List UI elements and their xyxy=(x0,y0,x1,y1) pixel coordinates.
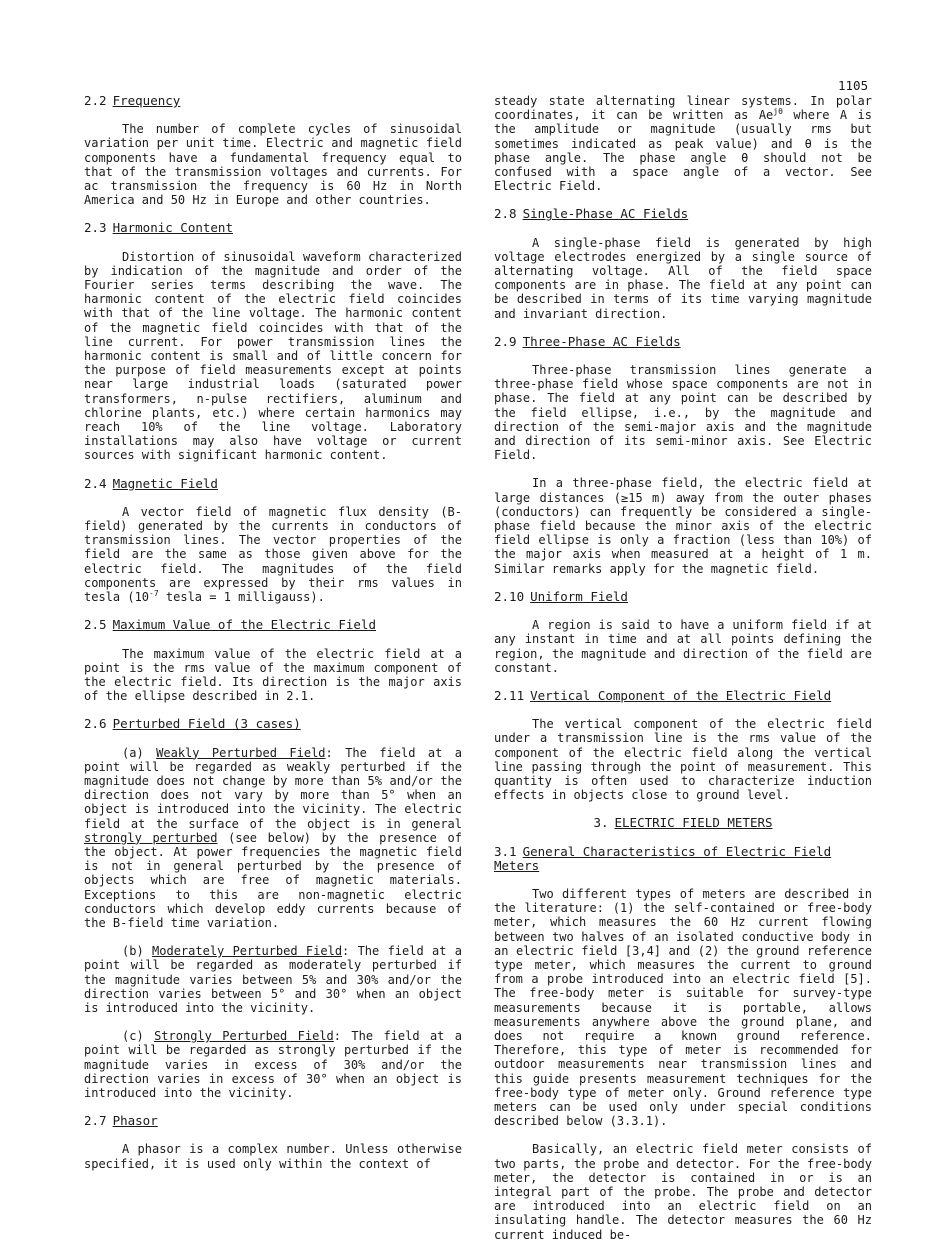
section-title: Magnetic Field xyxy=(112,475,218,491)
paragraph: Three-phase transmission lines generate a three-phase field whose space components are not in phase. The field at any point can be described by the field ellipse, i.e., by the magnitude and direction of the semi-major axis and the magnitude and direction of its semi-minor axis. See Electric Field. xyxy=(494,363,872,463)
paragraph: In a three-phase field, the electric field at large distances (≥15 m) away from the outer phases (conductors) can frequently be considered a single-phase field because the minor axis of the electric field ellipse is only a fraction (less than 10%) of the major axis when measured at a height of 1 m. Similar remarks apply for the magnetic field. xyxy=(494,476,872,576)
section-title: Harmonic Content xyxy=(112,220,233,236)
section-number: 2.2 xyxy=(84,93,107,108)
section-number: 2.10 xyxy=(494,588,525,604)
section-heading-2-3 xyxy=(84,221,462,235)
section-title: ELECTRIC FIELD METERS xyxy=(614,815,773,831)
section-title: General Characteristics of Electric Field Meters xyxy=(494,843,832,873)
defined-term: Moderately Perturbed Field xyxy=(152,944,343,959)
section-heading-2-7 xyxy=(84,1114,462,1128)
section-heading-2-10 xyxy=(494,590,872,604)
section-heading-2-8 xyxy=(494,207,872,221)
superscript: jθ xyxy=(773,107,783,117)
text-run: where A is the amplitude or magnitude (usually rms but sometimes indicated as peak value) and θ is the phase angle. The phase angle θ should not be confused with a space angle of a vector. See Electric Field. xyxy=(494,108,872,194)
defined-term: Weakly Perturbed Field xyxy=(156,745,326,760)
paragraph: The number of complete cycles of sinusoidal variation per unit time. Electric and magnetic field components have a fundamental frequency equal to that of the transmission voltages and currents. For ac transmission the frequency is 60 Hz in North America and 50 Hz in Europe and other countries. xyxy=(84,122,462,208)
paragraph: A region is said to have a uniform field if at any instant in time and at all points defining the region, the magnitude and direction of the field are constant. xyxy=(494,618,872,675)
case-label: (a) xyxy=(122,745,144,760)
section-title: Single-Phase AC Fields xyxy=(522,206,689,222)
section-title: Three-Phase AC Fields xyxy=(522,333,681,349)
paragraph-case-c xyxy=(84,1029,462,1100)
superscript: -7 xyxy=(149,589,159,599)
section-number: 2.8 xyxy=(494,206,517,222)
section-heading-2-9 xyxy=(494,335,872,349)
section-title: Vertical Component of the Electric Field xyxy=(530,687,832,703)
paragraph-case-a xyxy=(84,746,462,931)
paragraph: A phasor is a complex number. Unless otherwise specified, it is used only within the context of xyxy=(84,1142,462,1171)
page-number: 1105 xyxy=(838,78,869,93)
section-title: Perturbed Field (3 cases) xyxy=(112,716,301,732)
paragraph: Distortion of sinusoidal waveform characterized by indication of the magnitude and order of the Fourier series terms describing the wave. The harmonic content of the electric field coincides with that of the line voltage. The harmonic content of the magnetic field coincides with that of the line current. For power transmission lines the harmonic content is small and of little concern for the purpose of field measurements except at points near large industrial loads (saturated power transformers, n-pulse rectifiers, aluminum and chlorine plants, etc.) where certain harmonics may reach 10% of the line voltage. Laboratory installations may also have voltage or current sources with significant harmonic content. xyxy=(84,249,462,463)
section-title: Frequency xyxy=(112,93,181,108)
defined-term: Strongly Perturbed Field xyxy=(154,1029,334,1044)
section-number: 2.3 xyxy=(84,220,107,236)
case-label: (b) xyxy=(122,944,144,959)
section-heading-2-2 xyxy=(84,94,462,108)
section-number: 2.6 xyxy=(84,716,107,732)
text-run: tesla = 1 milligauss). xyxy=(158,590,325,605)
paragraph: A single-phase field is generated by high voltage electrodes energized by a single source of alternating voltage. All of the field space components are in phase. The field at any point can be described in terms of its time varying magnitude and invariant direction. xyxy=(494,235,872,321)
cross-reference: strongly perturbed xyxy=(84,830,218,845)
section-title: Maximum Value of the Electric Field xyxy=(112,617,376,633)
section-heading-2-4 xyxy=(84,477,462,491)
section-number: 2.11 xyxy=(494,687,525,703)
text-run: : The field at a point will be regarded as weakly perturbed if the magnitude does not change by more than 5% and/or the direction does not vary by more than 5° when an object is introduced into the vicinity. The electric field at the surface of the object is in general xyxy=(84,745,462,831)
text-run: : The field at a point will be regarded as strongly perturbed if the magnitude varies in excess of 30% and/or the direction varies in excess of 30° when an object is introduced into the vicinity. xyxy=(84,1029,462,1100)
section-heading-2-5 xyxy=(84,618,462,632)
right-column xyxy=(494,94,872,1256)
paragraph: The maximum value of the electric field at a point is the rms value of the maximum component of the electric field. Its direction is the major axis of the ellipse described in 2.1. xyxy=(84,646,462,704)
section-heading-3-1 xyxy=(494,845,872,873)
section-heading-2-11 xyxy=(494,689,872,703)
text-run: A vector field of magnetic flux density (B-field) generated by the currents in conductors of transmission lines. The vector properties of the field are the same as those given above for the electric field. The magnitudes of the field components are expressed by their rms values in tesla (10 xyxy=(84,504,462,605)
section-title: Uniform Field xyxy=(530,588,628,604)
paragraph: The vertical component of the electric field under a transmission line is the rms value of the component of the electric field along the vertical line passing through the point of measurement. This quantity is often used to characterize induction effects in objects close to ground level. xyxy=(494,717,872,803)
text-run: : The field at a point will be regarded as moderately perturbed if the magnitude varies between 5% and 30% and/or the direction varies between 5° and 30° when an object is introduced into the vicinity. xyxy=(84,944,463,1015)
text-run: (see below) by the presence of the object. At power frequencies the magnetic field is not in general perturbed by the presence of objects which are free of magnetic materials. Exceptions to this are non-magnetic electric conductors which develop eddy currents because of the B-field time variation. xyxy=(84,830,463,930)
paragraph: Basically, an electric field meter consists of two parts, the probe and detector. For the free-body meter, the detector is contained in or is an integral part of the probe. The probe and detector are introduced into an electric field on an insulating handle. The detector measures the 60 Hz current induced be- xyxy=(494,1142,872,1242)
case-label: (c) xyxy=(122,1029,144,1044)
paragraph: Two different types of meters are described in the literature: (1) the self-contained or free-body meter, which measures the 60 Hz current flowing between two halves of an isolated conductive body in an electric field [3,4] and (2) the ground reference type meter, which measures the current to ground from a probe introduced into an electric field [5]. The free-body meter is suitable for survey-type measurements because it is portable, allows measurements anywhere above the ground plane, and does not require a known ground reference. Therefore, this type of meter is recommended for outdoor measurements near transmission lines and this guide presents measurement techniques for the free-body type of meter only. Ground reference type meters can be used only under special conditions described below (3.3.1). xyxy=(494,886,872,1129)
section-title: Phasor xyxy=(112,1113,158,1129)
section-number: 3. xyxy=(593,815,609,831)
left-column xyxy=(84,94,462,1185)
chapter-heading-3 xyxy=(494,816,872,830)
section-heading-2-6 xyxy=(84,717,462,731)
paragraph-continued xyxy=(494,94,872,193)
section-number: 2.9 xyxy=(494,333,517,349)
section-number: 2.5 xyxy=(84,617,107,633)
section-number: 3.1 xyxy=(494,843,517,859)
section-number: 2.7 xyxy=(84,1113,107,1129)
paragraph-case-b xyxy=(84,944,462,1015)
paragraph xyxy=(84,505,462,604)
section-number: 2.4 xyxy=(84,475,107,491)
text-run: steady state alternating linear systems. In polar coordinates, it can be written as Ae xyxy=(494,94,872,123)
